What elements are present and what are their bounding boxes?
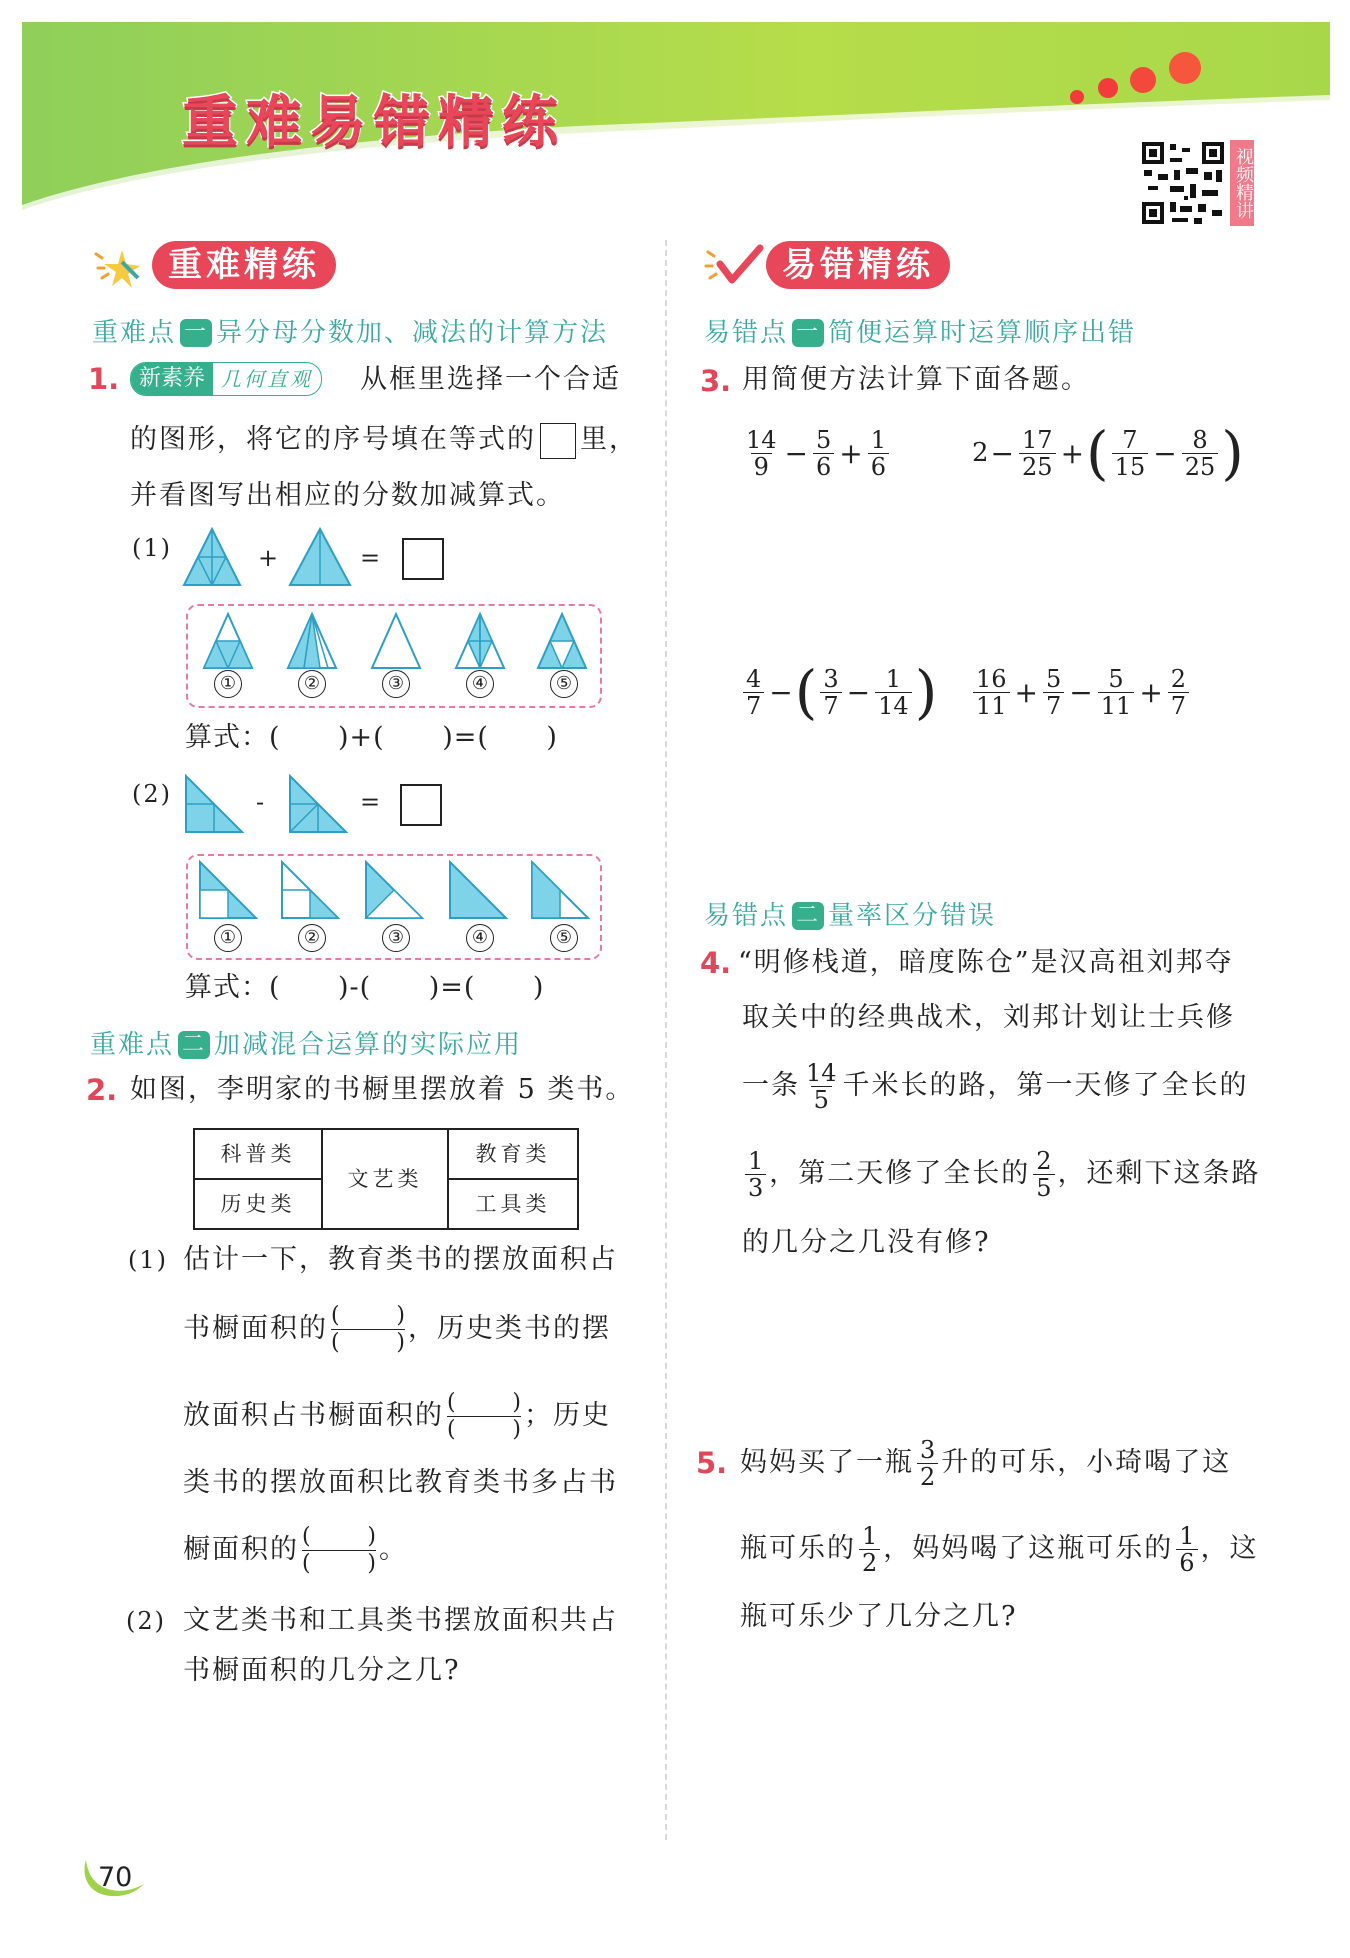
right-point1-title: 简便运算时运算顺序出错 [828, 318, 1137, 348]
point1-prefix: 重难点 [92, 318, 177, 348]
option5-triangle [538, 614, 586, 668]
q4-fraction-length: $\frac{14}{5}$ [806, 1058, 837, 1114]
q4-line3 [742, 1056, 1249, 1116]
q2-p1-line4: 类书的摆放面积比教育类书多占书 [183, 1467, 618, 1498]
point2-badge: 二 [178, 1031, 210, 1059]
q1-sub1-formula[interactable]: 算式：( )+( )=( ) [185, 722, 558, 753]
q2-p1-line2-b: ，历史类书的摆 [408, 1313, 611, 1344]
q5-fraction-xiaoqi: $\frac{1}{2}$ [859, 1523, 880, 1576]
right-section-label: 易错精练 [766, 241, 950, 289]
q4-number: 4. [700, 946, 732, 980]
q1-sub1-option1-label: ① [214, 670, 242, 698]
q3-expression-2: 2 − $\frac{17}{25}$ + ( $\frac{7}{15}$ − $\frac{8}{25}$ ) [972, 419, 1244, 487]
q1-tag-sub: 几何直观 [221, 367, 314, 391]
q2-blank-1[interactable]: ( ) ( ) [331, 1302, 405, 1355]
q5-fraction-mom: $\frac{1}{6}$ [1176, 1523, 1197, 1576]
left-section-header [92, 240, 336, 290]
q3-expression-4: $\frac{16}{11}$ + $\frac{5}{7}$ − $\frac{5}{11}$ + $\frac{2}{7}$ [970, 657, 1192, 727]
q2-p2-label: (2) [126, 1607, 166, 1635]
q4-line4 [742, 1144, 1261, 1204]
q1-line2 [130, 422, 638, 459]
q1-sub2-answer-box[interactable] [400, 784, 442, 826]
option4-triangle [456, 614, 504, 668]
triangle-b-shape [290, 529, 350, 585]
q1-sub2-option2-label: ② [298, 924, 326, 952]
q4-line3-b: 千米长的路，第一天修了全长的 [842, 1070, 1249, 1101]
q1-sub1-equals: = [360, 544, 383, 572]
q1-sub2-option4-label: ④ [466, 924, 494, 952]
right-point2-prefix: 易错点 [704, 901, 789, 931]
q1-sub2-equals: = [360, 788, 383, 816]
q1-sub1-option3-label: ③ [382, 670, 410, 698]
q4-fraction-day1: $\frac{1}{3}$ [745, 1148, 766, 1201]
checkmark-icon [702, 242, 764, 288]
right-point1-badge: 一 [792, 319, 824, 347]
q2-p1-label: (1) [128, 1246, 168, 1274]
q2-p1-line1: 估计一下，教育类书的摆放面积占 [183, 1244, 618, 1275]
column-divider [665, 240, 667, 1840]
q1-answer-box-sample [540, 423, 576, 459]
qr-code-icon [1140, 140, 1226, 226]
option1-triangle [204, 614, 252, 668]
q2-p1-line5 [183, 1523, 408, 1577]
q1-sub1-label: (1) [132, 534, 172, 562]
q2-blank-3[interactable]: ( ) ( ) [302, 1523, 376, 1576]
q4-line3-a: 一条 [742, 1070, 800, 1101]
q2-p1-line5-b: 。 [379, 1534, 408, 1565]
q2-p1-line3 [183, 1389, 611, 1443]
q3-stem: 用简便方法计算下面各题。 [742, 364, 1090, 395]
q1-sub2-equation [180, 772, 370, 838]
shelf-jiaoyu: 教育类 [475, 1142, 551, 1166]
q2-p2-line1: 文艺类书和工具类书摆放面积共占 [183, 1605, 618, 1636]
point2-prefix: 重难点 [90, 1030, 175, 1060]
q4-line4-a: ，第二天修了全长的 [769, 1158, 1031, 1189]
q4-line4-b: ，还剩下这条路 [1057, 1158, 1261, 1189]
page-title: 重难易错精练 [182, 90, 566, 155]
qr-code [1140, 140, 1226, 226]
shelf-gongju: 工具类 [475, 1192, 551, 1216]
q5-line2-c: ，这 [1200, 1533, 1259, 1564]
q1-sub2-label: (2) [132, 780, 172, 808]
option3-triangle [372, 614, 420, 668]
right-triangle-a-shape [186, 776, 242, 832]
q1-line1: 从框里选择一个合适 [360, 364, 621, 395]
q5-line3: 瓶可乐少了几分之几? [740, 1601, 1018, 1632]
right-point1-heading [704, 312, 1136, 349]
right-section-header [702, 240, 950, 290]
q4-line5: 的几分之几没有修? [742, 1227, 991, 1258]
q3-expression-3: $\frac{4}{7}$ − ( $\frac{3}{7}$ − $\frac{1}{14}$ ) [740, 657, 937, 727]
q1-tag [130, 362, 322, 396]
q2-p2-line2: 书橱面积的几分之几? [183, 1655, 461, 1686]
q5-line2-b: ，妈妈喝了这瓶可乐的 [883, 1533, 1174, 1564]
q1-sub1-option5-label: ⑤ [550, 670, 578, 698]
option4-right-triangle [450, 862, 506, 918]
q1-sub1-option4-label: ④ [466, 670, 494, 698]
point1-title: 异分母分数加、减法的计算方法 [216, 318, 609, 348]
q5-number: 5. [696, 1446, 728, 1480]
right-point2-badge: 二 [792, 902, 824, 930]
q5-line1-b: 升的可乐，小琦喝了这 [941, 1447, 1232, 1478]
q1-sub2-option5-label: ⑤ [550, 924, 578, 952]
right-point2-title: 量率区分错误 [828, 901, 997, 931]
triangle-a-shape [184, 529, 240, 585]
shelf-kepu: 科普类 [220, 1142, 296, 1166]
q5-line2-a: 瓶可乐的 [740, 1533, 856, 1564]
q5-line1-a: 妈妈买了一瓶 [740, 1447, 914, 1478]
left-section-label: 重难精练 [152, 241, 336, 289]
q4-fraction-day2: $\frac{2}{5}$ [1033, 1148, 1054, 1201]
bookshelf-diagram [193, 1128, 579, 1230]
q2-blank-2[interactable]: ( ) ( ) [447, 1389, 521, 1442]
q1-line3: 并看图写出相应的分数加减算式。 [130, 480, 565, 511]
option1-right-triangle [200, 862, 256, 918]
q2-p1-line2-a: 书橱面积的 [183, 1313, 328, 1344]
q1-sub2-formula[interactable]: 算式：( )-( )=( ) [185, 972, 545, 1003]
q1-sub2-minus: - [256, 788, 267, 816]
q1-tag-main: 新素养 [131, 363, 213, 395]
q3-expression-1: $\frac{14}{9}$ − $\frac{5}{6}$ + $\frac{1}{6}$ [740, 418, 892, 488]
q1-number: 1. [88, 362, 120, 396]
q1-line2-a: 的图形，将它的序号填在等式的 [130, 424, 536, 455]
q2-p1-line3-b: ；历史 [524, 1400, 611, 1431]
option2-right-triangle [282, 862, 338, 918]
q1-line2-b: 里， [580, 424, 638, 455]
q1-sub1-plus: + [258, 544, 281, 572]
q4-line2: 取关中的经典战术，刘邦计划让士兵修 [742, 1002, 1235, 1033]
shelf-wenyi: 文艺类 [347, 1167, 423, 1191]
q5-line1 [740, 1433, 1231, 1493]
option2-triangle [288, 614, 336, 668]
q2-p1-line5-a: 橱面积的 [183, 1534, 299, 1565]
qr-side-label: 视频精讲 [1230, 140, 1254, 226]
q1-sub1-answer-box[interactable] [402, 538, 444, 580]
right-point2-heading [704, 895, 996, 932]
point2-heading [90, 1024, 522, 1061]
q1-sub2-option3-label: ③ [382, 924, 410, 952]
right-triangle-b-shape [290, 776, 346, 832]
q2-p1-line2 [183, 1302, 611, 1356]
q5-fraction-volume: $\frac{3}{2}$ [917, 1437, 938, 1490]
sparkle-icon [92, 242, 148, 288]
option5-right-triangle [532, 862, 588, 918]
point1-heading [92, 312, 608, 349]
q3-number: 3. [700, 364, 732, 398]
point1-badge: 一 [180, 319, 212, 347]
right-point1-prefix: 易错点 [704, 318, 789, 348]
q2-number: 2. [86, 1073, 118, 1107]
option3-right-triangle [366, 862, 422, 918]
q1-sub2-option1-label: ① [214, 924, 242, 952]
q5-line2 [740, 1519, 1259, 1579]
q2-p1-line3-a: 放面积占书橱面积的 [183, 1400, 444, 1431]
page-number: 70 [98, 1862, 133, 1893]
q1-sub1-option2-label: ② [298, 670, 326, 698]
q2-stem: 如图，李明家的书橱里摆放着 5 类书。 [130, 1074, 635, 1105]
point2-title: 加减混合运算的实际应用 [214, 1030, 523, 1060]
shelf-lishi: 历史类 [220, 1192, 296, 1216]
q4-line1: “明修栈道，暗度陈仓”是汉高祖刘邦夺 [738, 947, 1234, 978]
